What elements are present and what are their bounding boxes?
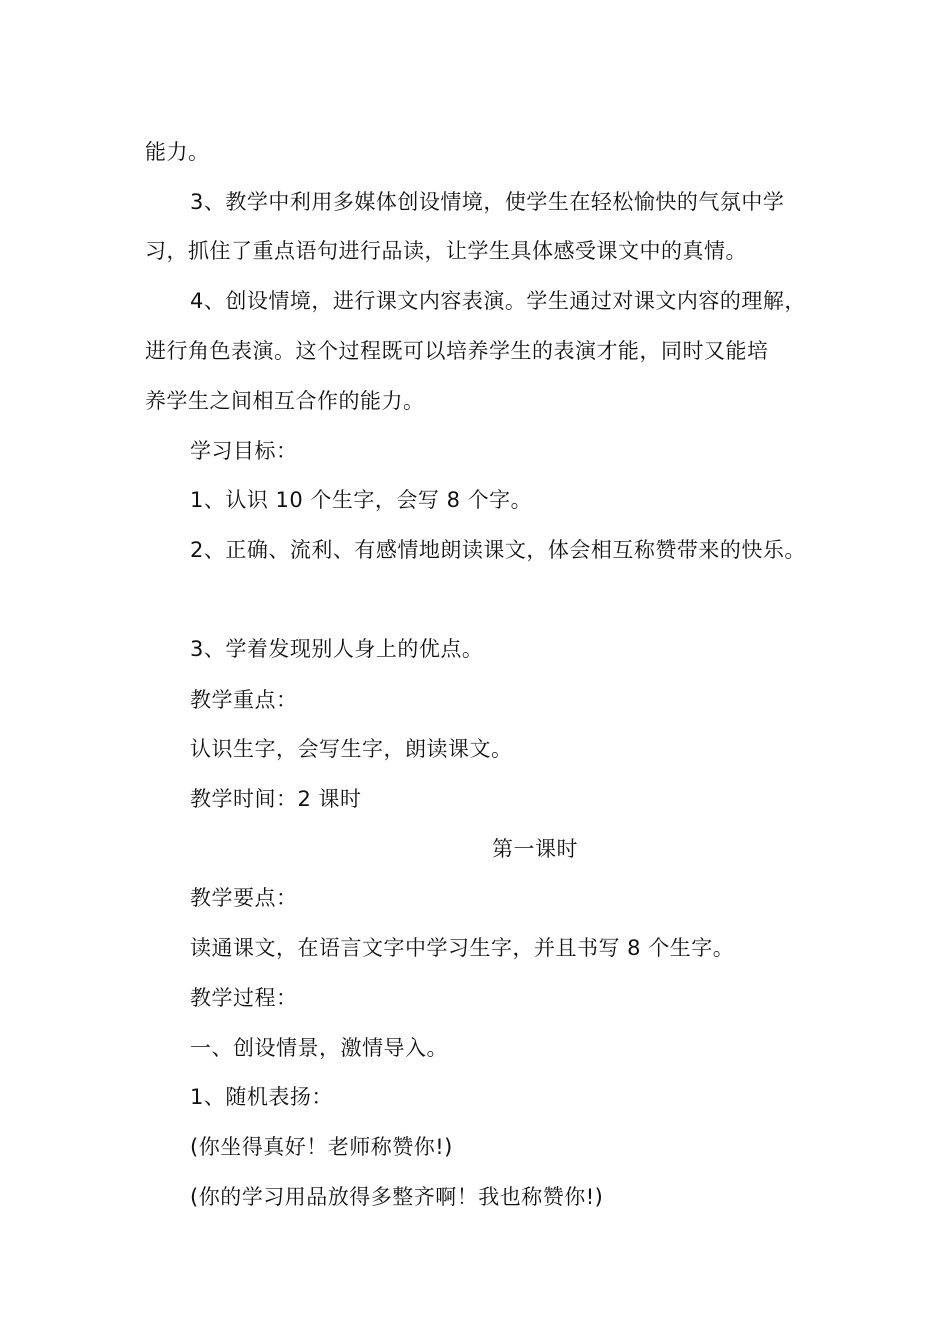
text-line: (你的学习用品放得多整齐啊！我也称赞你!) (190, 1185, 604, 1209)
text-line: 一、创设情景，激情导入。 (190, 1036, 448, 1060)
text-line: 习，抓住了重点语句进行品读，让学生具体感受课文中的真情。 (145, 239, 747, 263)
text-line: 1、认识 10 个生字，会写 8 个字。 (190, 488, 533, 512)
section-heading: 教学要点： (190, 886, 298, 910)
text-line: 进行角色表演。这个过程既可以培养学生的表演才能，同时又能培 (145, 339, 769, 363)
text-line: 2、正确、流利、有感情地朗读课文，体会相互称赞带来的快乐。 (190, 538, 806, 562)
text-line: 读通课文，在语言文字中学习生字，并且书写 8 个生字。 (190, 936, 735, 960)
text-line: 认识生字，会写生字，朗读课文。 (190, 737, 513, 761)
section-heading: 学习目标： (190, 439, 298, 463)
text-line: 3、教学中利用多媒体创设情境，使学生在轻松愉快的气氛中学 (190, 190, 785, 214)
text-line: 教学时间：2 课时 (190, 787, 362, 811)
lesson-title: 第一课时 (492, 837, 578, 861)
text-line: 3、学着发现别人身上的优点。 (190, 637, 484, 661)
text-line: 养学生之间相互合作的能力。 (145, 389, 425, 413)
text-line: 能力。 (145, 140, 210, 164)
section-heading: 教学过程： (190, 986, 298, 1010)
text-line: 4、创设情境，进行课文内容表演。学生通过对课文内容的理解， (190, 289, 806, 313)
text-line: 1、随机表扬： (190, 1085, 333, 1109)
text-line: (你坐得真好！老师称赞你!) (190, 1135, 453, 1159)
section-heading: 教学重点： (190, 688, 298, 712)
